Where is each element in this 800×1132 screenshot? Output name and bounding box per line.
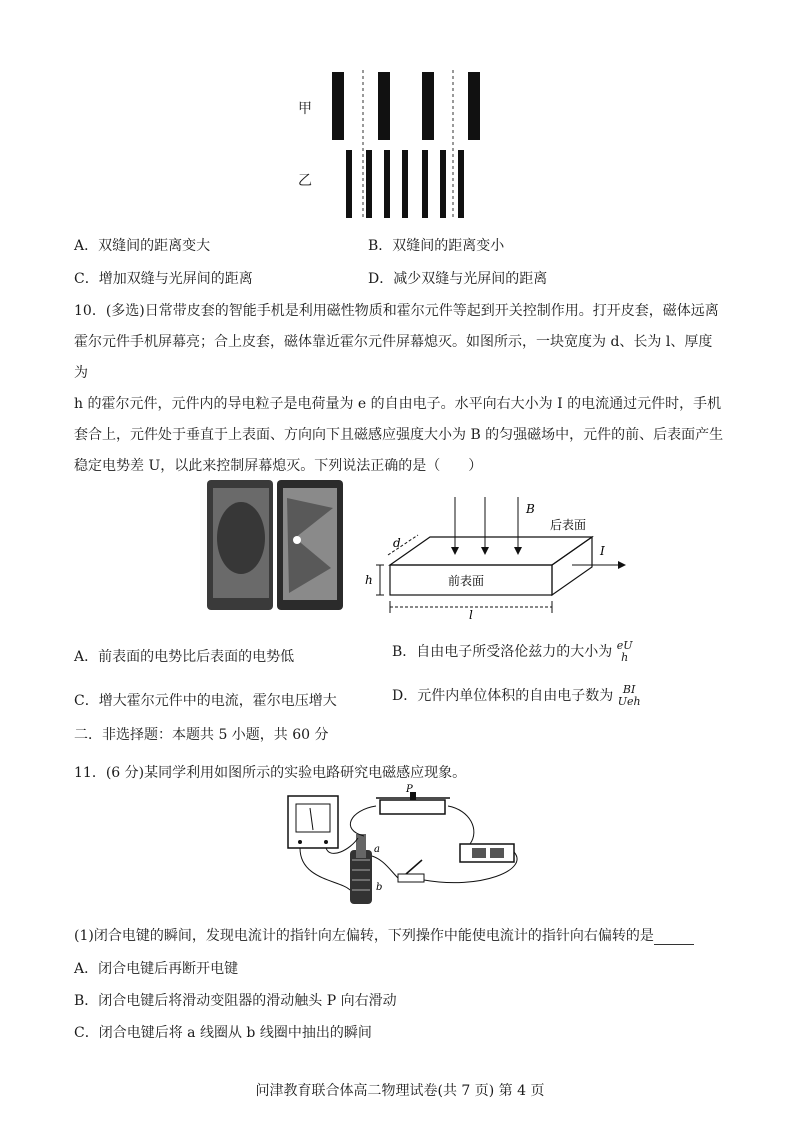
label-b-coil: b: [376, 882, 383, 893]
q11-stem: 11．(6 分)某同学利用如图所示的实验电路研究电磁感应现象。: [74, 765, 467, 781]
q9-option-d: D．减少双缝与光屏间的距离: [368, 271, 548, 287]
q10-option-d-denominator: Ueh: [617, 695, 641, 708]
q10-option-b-fraction: [617, 640, 633, 664]
label-b-field: B: [526, 502, 535, 516]
label-l: l: [469, 608, 473, 622]
q10-option-b-denominator: h: [621, 651, 629, 664]
q10-option-c: C．增大霍尔元件中的电流，霍尔电压增大: [74, 693, 337, 709]
label-jia: 甲: [298, 101, 312, 117]
q10-stem: [74, 296, 724, 482]
q10-line-5: 稳定电势差 U，以此来控制屏幕熄灭。下列说法正确的是（ ）: [74, 458, 483, 474]
q10-option-b: [392, 640, 633, 664]
q9-option-b: B．双缝间的距离变小: [368, 238, 505, 254]
label-h: h: [365, 573, 373, 587]
label-p: P: [406, 784, 413, 795]
label-a: a: [374, 844, 380, 855]
q10-option-d: [392, 684, 641, 708]
q10-option-b-numerator: eU: [616, 639, 633, 652]
label-yi: 乙: [298, 173, 312, 189]
q10-line-3: h 的霍尔元件，元件内的导电粒子是电荷量为 e 的自由电子。水平向右大小为 I 的电流通过元件时，手机: [74, 396, 722, 412]
q10-line-2: 霍尔元件手机屏幕亮；合上皮套，磁体靠近霍尔元件屏幕熄灭。如图所示，一块宽度为 d、长为 l、厚度为: [74, 334, 713, 381]
hall-element-diagram: [360, 495, 640, 625]
q10-option-d-fraction: [618, 684, 641, 708]
fringe-figure: [290, 70, 500, 230]
q11-sub-1: [74, 925, 694, 945]
q11-option-c: C．闭合电键后将 a 线圈从 b 线圈中抽出的瞬间: [74, 1025, 372, 1041]
q11-option-b: B．闭合电键后将滑动变阻器的滑动触头 P 向右滑动: [74, 993, 397, 1009]
q10-line-4: 套合上，元件处于垂直于上表面、方向向下且磁感应强度大小为 B 的匀强磁场中，元件的前、后表面产生: [74, 427, 724, 443]
q10-option-a: A．前表面的电势比后表面的电势低: [74, 649, 295, 665]
section-2-heading: 二．非选择题：本题共 5 小题，共 60 分: [74, 727, 329, 743]
circuit-diagram: [280, 784, 540, 915]
fringe-pattern: [330, 70, 490, 230]
q9-option-c: C．增加双缝与光屏间的距离: [74, 271, 253, 287]
q10-line-1: 10．(多选)日常带皮套的智能手机是利用磁性物质和霍尔元件等起到开关控制作用。打开皮套，磁体远离: [74, 303, 719, 319]
q10-option-d-numerator: BI: [622, 683, 636, 696]
label-front-surface: 前表面: [448, 574, 485, 588]
phone-case-photo: [205, 478, 345, 613]
label-i: I: [600, 544, 605, 558]
q10-option-b-text: B．自由电子所受洛伦兹力的大小为: [392, 644, 613, 660]
page-footer: 问津教育联合体高二物理试卷(共 7 页) 第 4 页: [255, 1083, 545, 1099]
q11-sub-1-text: (1)闭合电键的瞬间，发现电流计的指针向左偏转，下列操作中能使电流计的指针向右偏转的是: [74, 928, 654, 944]
answer-blank[interactable]: [654, 930, 694, 945]
q10-option-d-text: D．元件内单位体积的自由电子数为: [392, 688, 614, 704]
label-d: d: [393, 536, 401, 550]
q9-option-a: A．双缝间的距离变大: [74, 238, 211, 254]
label-back-surface: 后表面: [550, 518, 587, 532]
q11-option-a: A．闭合电键后再断开电键: [74, 961, 239, 977]
